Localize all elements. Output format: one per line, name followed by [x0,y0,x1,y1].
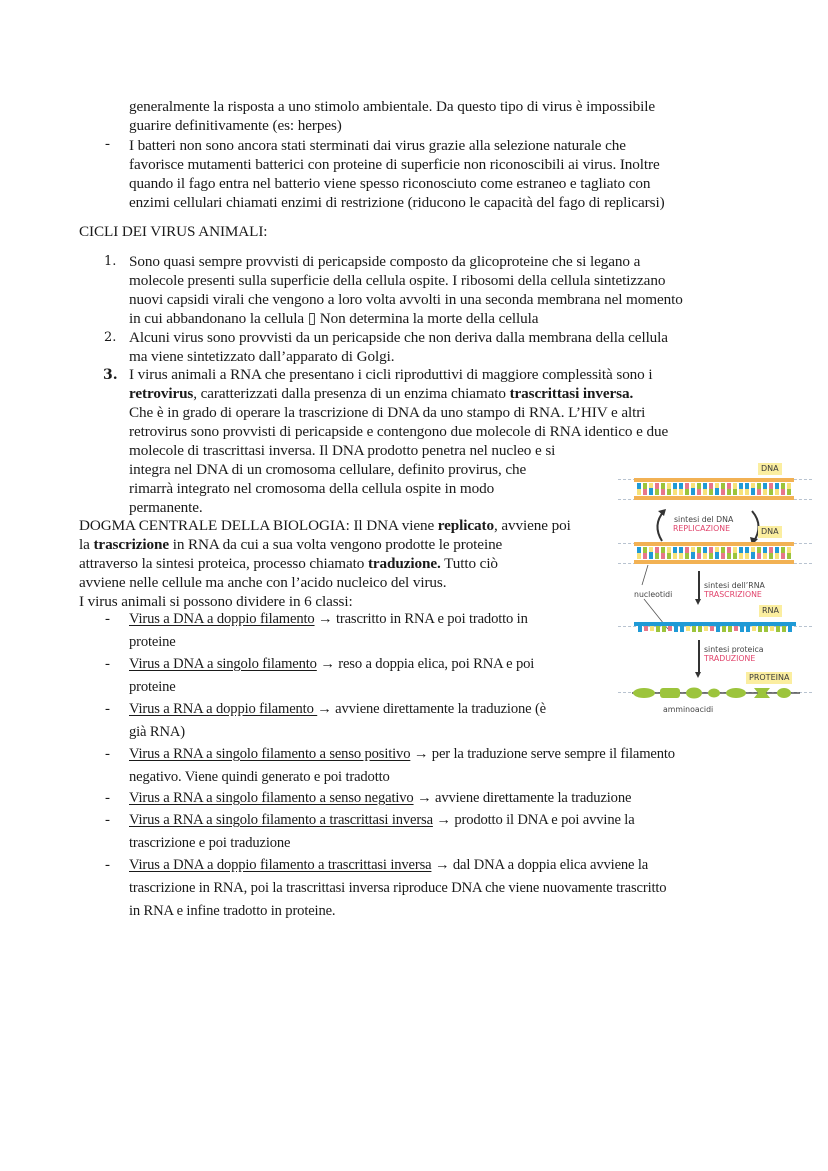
list-number: 3. [103,367,118,383]
list-item-line: retrovirus sono provvisti di pericapside e contengono due molecole di RNA identico e due [129,423,669,440]
class-item-cont: in RNA e infine tradotto in proteine. [129,903,336,919]
bullet-dash: - [105,812,110,828]
bullet-dash: - [105,790,110,806]
class-title: Virus a DNA a doppio filamento a trascrittasi inversa [129,857,432,873]
list-item-line: molecole presenti sulla superficie della cellula ospite. I ribosomi della cellula sintetizzano [129,272,666,289]
dna-label: DNA [758,463,782,475]
list-number: 2. [104,330,117,345]
list-item-line: rimarrà integrato nel cromosoma della cellula ospite in modo [129,480,495,497]
term-retrovirus: retrovirus [129,385,194,402]
class-title: Virus a RNA a singolo filamento a senso negativo [129,790,414,806]
translation-process: TRADUZIONE [704,654,756,663]
bullet-line: quando il fago entra nel batterio viene spesso riconosciuto come estraneo e tagliato con [129,175,651,192]
term-traduzione: traduzione. [367,555,441,572]
bullet-dash: - [105,656,110,672]
class-item-cont: proteine [129,634,176,650]
bullet-line: I batteri non sono ancora stati sterminati dai virus grazie alla selezione naturale che [129,137,626,154]
class-item: Virus a DNA a doppio filamento a trascrittasi inversa → dal DNA a doppia elica avviene la [129,857,649,873]
transcription-process: TRASCRIZIONE [704,590,762,599]
replication-label: sintesi del DNA [674,515,734,524]
replication-process: REPLICAZIONE [673,524,731,533]
list-item-line: nuovi capsidi virali che vengono a loro volta avvolti in una seconda membrana nel momento [129,291,683,308]
intro-line: generalmente la risposta a uno stimolo ambientale. Da questo tipo di virus è impossibile [129,98,656,115]
bullet-dash: - [105,136,110,152]
bullet-dash: - [105,611,110,627]
class-item-cont: trascrizione e poi traduzione [129,835,291,851]
bullet-dash: - [105,746,110,762]
dogma-line: avviene nelle cellule ma anche con l’acido nucleico del virus. [79,574,447,591]
class-item: Virus a RNA a singolo filamento a senso negativo → avviene direttamente la traduzione [129,790,632,806]
bullet-line: enzimi cellulari chiamati enzimi di restrizione (riducono le capacità del fago di replicarsi) [129,194,665,211]
class-title: Virus a RNA a singolo filamento a senso positivo [129,746,411,762]
dna-double-helix [634,542,794,564]
nucleotides-label: nucleotidi [634,590,673,599]
dogma-line: attraverso la sintesi proteica, processo chiamato traduzione. Tutto ciò [79,555,498,572]
class-title: Virus a RNA a doppio filamento [129,701,318,717]
list-item-line: molecole di trascrittasi inversa. Il DNA prodotto penetra nel nucleo e si [129,442,556,459]
dna-bases-icon [634,546,794,560]
class-item: Virus a RNA a doppio filamento → avviene direttamente la traduzione (è [129,701,546,717]
bullet-dash: - [105,857,110,873]
list-item-line: in cui abbandonano la cellula ▯ Non determina la morte della cellula [129,310,539,327]
translation-arrow-icon [698,640,700,674]
translation-label: sintesi proteica [704,645,764,654]
amino-acids-label: amminoacidi [663,705,714,714]
list-item-line: permanente. [129,499,203,516]
list-item-line: I virus animali a RNA che presentano i cicli riproduttivi di maggiore complessità sono i [129,366,653,383]
central-dogma-diagram [618,455,818,720]
class-item: Virus a RNA a singolo filamento a senso positivo → per la traduzione serve sempre il filamento [129,746,675,762]
dna-bases-icon [634,482,794,496]
list-item-line: integra nel DNA di un cromosoma cellulare, definito provirus, che [129,461,527,478]
list-item-line: Alcuni virus sono provvisti da un pericapside che non deriva dalla membrana della cellula [129,329,668,346]
transcription-label: sintesi dell’RNA [704,581,765,590]
list-item-line: Sono quasi sempre provvisti di pericapside composto da glicoproteine che si legano a [129,253,641,270]
list-item-line: Che è in grado di operare la trascrizione di DNA da uno stampo di RNA. L’HIV e altri [129,404,646,421]
class-item: Virus a DNA a singolo filamento → reso a doppia elica, poi RNA e poi [129,656,535,672]
class-item-cont: negativo. Viene quindi generato e poi tradotto [129,769,390,785]
intro-line: guarire definitivamente (es: herpes) [129,117,342,134]
dogma-line: DOGMA CENTRALE DELLA BIOLOGIA: Il DNA viene replicato, avviene poi [79,517,571,534]
section-heading: CICLI DEI VIRUS ANIMALI: [79,223,268,240]
transcription-arrow-icon [698,571,700,601]
list-number: 1. [104,254,117,269]
class-title: Virus a DNA a doppio filamento [129,611,315,627]
list-item-line: ma viene sintetizzato dall’apparato di Golgi. [129,348,395,365]
list-item-line: retrovirus, caratterizzati dalla presenza di un enzima chiamato trascrittasi inversa. [129,385,634,402]
dna-label: DNA [758,526,782,538]
term-trascrizione: trascrizione [93,536,170,553]
class-item: Virus a RNA a singolo filamento a trascrittasi inversa → prodotto il DNA e poi avvine la [129,812,635,828]
term-trascrittasi: trascrittasi inversa. [509,385,634,402]
dogma-line: la trascrizione in RNA da cui a sua volta vengono prodotte le proteine [79,536,503,553]
dogma-line: I virus animali si possono dividere in 6 classi: [79,593,353,610]
term-replicato: replicato [437,517,494,534]
class-title: Virus a RNA a singolo filamento a trascrittasi inversa [129,812,433,828]
class-item-cont: già RNA) [129,724,185,740]
protein-chain-icon [632,686,802,700]
rna-label: RNA [759,605,782,617]
bullet-line: favorisce mutamenti batterici con proteine di superficie non riconoscibili ai virus. Inoltre [129,156,660,173]
class-item-cont: proteine [129,679,176,695]
rna-strand-icon [634,622,798,636]
dna-double-helix [634,478,794,500]
class-item-cont: trascrizione in RNA, poi la trascrittasi inversa riproduce DNA che viene nuovamente trascritto [129,880,667,896]
bullet-dash: - [105,701,110,717]
class-item: Virus a DNA a doppio filamento → trascritto in RNA e poi tradotto in [129,611,528,627]
protein-label: PROTEINA [746,672,792,684]
class-title: Virus a DNA a singolo filamento [129,656,317,672]
